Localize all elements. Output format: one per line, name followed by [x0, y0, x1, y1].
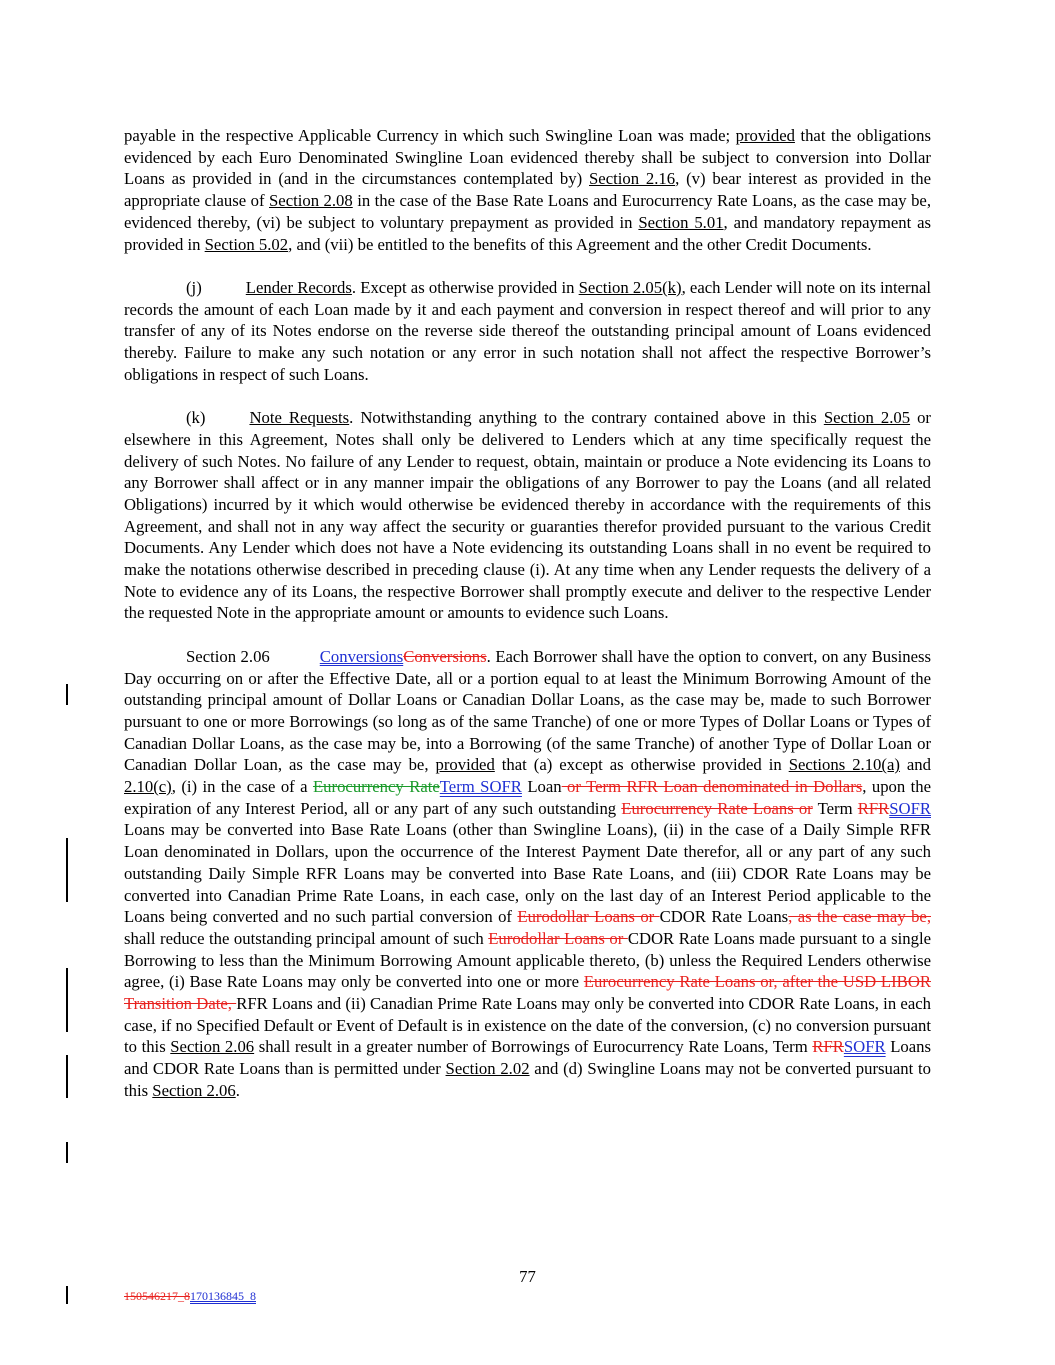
section-2-06 [124, 646, 931, 1102]
text-run: , upon the expiration of any Interest Period, all or any part of any such outstanding [124, 777, 932, 818]
text-run: , and (vii) be entitled to the benefits of this Agreement and the other Credit Documents. [288, 234, 872, 254]
provided-term: provided [435, 755, 495, 775]
change-bar-5 [66, 1142, 68, 1163]
text-run: . Except as otherwise provided in [351, 277, 579, 297]
text-run: Loans may be converted into Base Rate Loans (other than Swingline Loans), (ii) in the case of a Daily Simple RFR Loan denominated in Dollars, upon the occurrence of the Interest Payment Date therefor, all or any part of any such outstanding Daily Simple RFR Loans may be converted into Base Rate Loans, and (iii) CDOR Rate Loans may be converted into Canadian Prime Rate Loans, in each case, only on the last day of an Interest Period applicable to the Loans being converted and no such partial conversion of [124, 820, 931, 927]
deleted-text: , as the case may be, [788, 907, 931, 927]
section-ref-2-08: Section 2.08 [269, 191, 353, 211]
text-run: shall reduce the outstanding principal amount of such [124, 928, 489, 948]
section-ref-2-10a: Sections 2.10(a) [788, 755, 900, 775]
change-bar-3 [66, 968, 68, 1032]
section-ref-5-01: Section 5.01 [638, 212, 724, 232]
deleted-title: Conversions [403, 646, 487, 666]
change-bar-6 [66, 1286, 68, 1304]
section-ref-2-06: Section 2.06 [170, 1037, 255, 1057]
text-run: . Notwithstanding anything to the contrary contained above in this [349, 408, 824, 428]
document-id-footer [124, 1289, 256, 1303]
text-run: in the case of the Base Rate Loans and Eurocurrency Rate Loans, as the case may be, evidenced thereby, (vi) be subject to voluntary prepayment as provided in [124, 191, 931, 232]
text-run: payable in the respective Applicable Currency in which such Swingline Loan was made; [124, 126, 736, 145]
text-run: , and mandatory repayment as provided in [124, 212, 931, 254]
page-number: 77 [519, 1267, 536, 1286]
inserted-text: Term SOFR [439, 777, 522, 797]
text-run: , (v) bear interest as provided in the appropriate clause of [124, 169, 931, 211]
text-run: . Each Borrower shall have the option to convert, on any Business Day occurring on or after the Effective Date, all or a portion equal to at least the Minimum Borrowing Amount of the outstanding principal amount of Dollar Loans or Canadian Dollar Loans, as the case may be, made to such Borrower pursuant to one or more Borrowings (so long as of the same Tranche) of one or more Types of Dollar Loans or Types of Canadian Dollar Loans, as the case may be, into a Borrowing (of the same Tranche) of another Type of Dollar Loan or Canadian Dollar Loan, as the case may be, [124, 646, 931, 775]
section-ref-2-10c: 2.10(c) [124, 777, 172, 797]
section-number: Section 2.06 [186, 646, 270, 666]
deleted-text: Eurodollar Loans or [488, 928, 628, 948]
text-run: , (i) in the case of a [171, 777, 313, 797]
document-body [124, 125, 931, 1102]
text-run: Loan [521, 777, 562, 797]
deleted-text: or Term RFR Loan denominated in Dollars [561, 777, 863, 797]
section-ref-2-05k: Section 2.05(k) [578, 277, 682, 297]
text-run: and [899, 755, 931, 775]
paragraph-i-continuation [124, 125, 931, 255]
provided-term: provided [735, 126, 795, 145]
deleted-text: Eurocurrency Rate Loans or, after the USD LIBOR Transition Date, [124, 972, 931, 1014]
text-run: and (d) Swingline Loans may not be converted pursuant to this [124, 1059, 931, 1100]
section-ref-2-16: Section 2.16 [589, 169, 676, 189]
text-run: that the obligations evidenced by each Euro Denominated Swingline Loan evidenced thereby shall be subject to conversion into Dollar Loans as provided in (and in the circumstances contemplated by) [124, 126, 931, 189]
change-bar-4 [66, 1055, 68, 1098]
text-run: Loans and CDOR Rate Loans than is permitted under [124, 1037, 931, 1079]
text-run: or elsewhere in this Agreement, Notes shall only be delivered to Lenders which at any time specifically request the delivery of such Notes. No failure of any Lender to request, obtain, maintain or produce a Note evidencing its Loans to any Borrower shall affect or in any manner impair the obligations of any Borrower to pay the Loans (and all related Obligations) incurred by it which would otherwise be evidenced thereby in accordance with the requirements of this Agreement, and shall not in any way affect the security or guaranties therefor provided pursuant to the various Credit Documents. Any Lender which does not have a Note evidencing its outstanding Loans shall in no event be required to make the notations otherwise described in preceding clause (i). At any time when any Lender requests the delivery of a Note to evidence any of its Loans, the respective Borrower shall promptly execute and deliver to the respective Lender the requested Note in the appropriate amount or amounts to evidence such Loans. [124, 408, 931, 623]
text-run: CDOR Rate Loans made pursuant to a single Borrowing to less than the Minimum Borrowing Amount applicable thereto, (b) unless the Required Lenders otherwise agree, (i) Base Rate Loans may only be converted into one or more [124, 928, 931, 992]
inserted-text: SOFR [889, 798, 931, 818]
text-run: that (a) except as otherwise provided in [494, 755, 789, 775]
section-ref-5-02: Section 5.02 [204, 234, 289, 254]
paragraph-k [124, 407, 931, 624]
change-bar-2 [66, 838, 68, 902]
text-run: shall result in a greater number of Borrowings of Eurocurrency Rate Loans, Term [254, 1037, 813, 1057]
deleted-doc-id: 150546217_8 [124, 1289, 190, 1303]
deleted-text: Eurocurrency Rate Loans or [621, 798, 813, 818]
inserted-text: SOFR [843, 1037, 886, 1057]
deleted-text: RFR [857, 798, 890, 818]
text-run: CDOR Rate Loans [659, 907, 789, 927]
paragraph-j [124, 277, 931, 386]
text-run: , each Lender will note on its internal records the amount of each Loan made by it and each payment and conversion in respect thereof and will prior to any transfer of any of its Notes endorse on the reverse side thereof the outstanding principal amount of Loans evidenced thereby. Failure to make any such notation or any error in such notation shall not affect the respective Borrower’s obligations in respect of such Loans. [124, 277, 932, 384]
text-run: Term [812, 798, 858, 818]
section-ref-2-02: Section 2.02 [445, 1059, 530, 1079]
text-run: RFR Loans and (ii) Canadian Prime Rate Loans may only be converted into CDOR Rate Loans, in each case, if no Specified Default or Event of Default is in existence on the date of the conversion, (c) no conversion pursuant to this [124, 994, 931, 1057]
clause-label-j: (j) [186, 277, 202, 297]
change-bar-1 [66, 684, 68, 705]
text-run: . [235, 1080, 240, 1100]
inserted-title: Conversions [319, 646, 404, 666]
heading-note-requests: Note Requests [249, 408, 350, 428]
section-ref-2-05: Section 2.05 [823, 408, 911, 428]
inserted-doc-id: 170136845_8 [190, 1289, 256, 1303]
deleted-text: RFR [812, 1037, 844, 1057]
deleted-text: Eurodollar Loans or [517, 907, 660, 927]
section-ref-2-06: Section 2.06 [152, 1080, 236, 1100]
deleted-text: Eurocurrency Rate [312, 777, 440, 797]
clause-label-k: (k) [186, 408, 206, 428]
heading-lender-records: Lender Records [245, 277, 352, 297]
